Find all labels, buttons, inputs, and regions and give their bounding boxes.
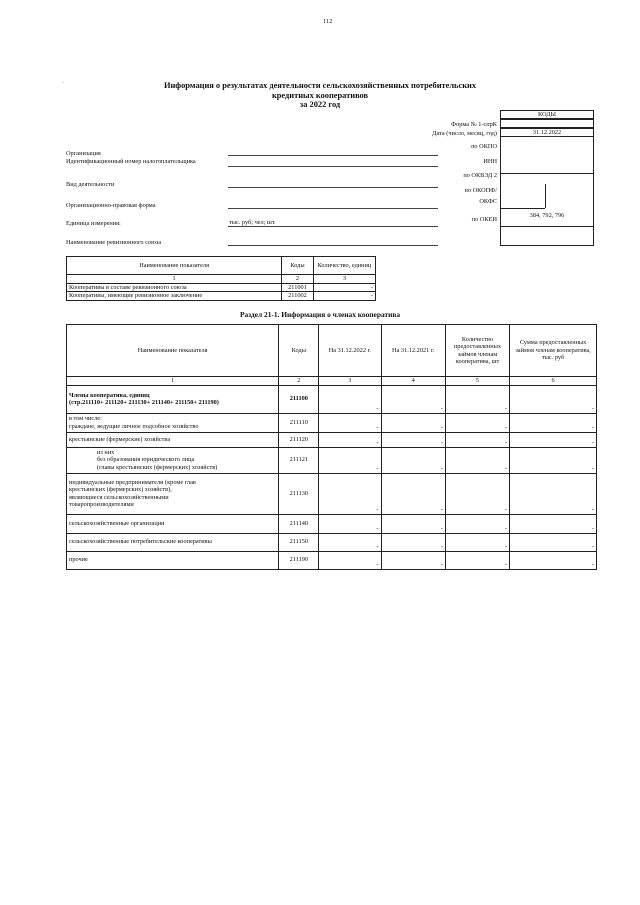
t2-row-value: -	[510, 413, 597, 432]
t2-row-value: -	[445, 473, 509, 514]
t2-row-value: -	[319, 385, 381, 413]
t2-row-value: -	[319, 447, 381, 473]
t1-row-name: Кооперативы в составе ревизионного союза	[67, 283, 282, 292]
table-row	[67, 413, 597, 432]
t2-row-value: -	[381, 551, 445, 569]
t2-row-value: -	[381, 514, 445, 533]
t1-header-name: Наименование показателя	[67, 257, 282, 275]
okfs-label: ОКФС	[479, 198, 497, 205]
t1-row-value: -	[313, 292, 375, 301]
t1-row-name: Кооперативы, имеющие ревизионное заключение	[67, 292, 282, 301]
t2-row-code: 211130	[279, 473, 319, 514]
t2-row-value: -	[445, 432, 509, 447]
inn-label: ИНН	[483, 158, 497, 165]
t2-row-code: 211110	[279, 413, 319, 432]
t2-row-value: -	[445, 514, 509, 533]
t2-row-value: -	[381, 432, 445, 447]
unit-value: тыс. руб; чел; шт.	[229, 219, 276, 226]
section-title: Раздел 21-1. Информация о членах кооператива	[239, 310, 401, 319]
t2-row-name-line: в том числе:	[69, 415, 102, 422]
t2-row-name	[67, 447, 279, 473]
table-row	[67, 473, 597, 514]
t2-row-value: -	[510, 385, 597, 413]
title-line-2: кредитных кооперативов	[271, 90, 369, 100]
form-code-cell	[500, 119, 594, 128]
t2-row-name-line: (стр.211110+ 211120+ 211130+ 211140+ 211150+ 211190)	[69, 399, 219, 406]
t2-row-value: -	[445, 447, 509, 473]
t2-colnum: 5	[445, 377, 509, 386]
okei-label: по ОКЕИ	[471, 216, 497, 223]
t2-row-value: -	[319, 473, 381, 514]
t2-row-value: -	[510, 533, 597, 551]
table-row	[67, 385, 597, 413]
t1-colnum: 1	[67, 275, 282, 284]
t2-colnum: 6	[510, 377, 597, 386]
table-row	[67, 514, 597, 533]
okpo-label: по ОКПО	[471, 143, 497, 150]
t2-colnum: 1	[67, 377, 279, 386]
t1-row-value: -	[313, 283, 375, 292]
legal-form-label: Организационно-правовая форма	[66, 202, 156, 209]
t2-row-value: -	[510, 473, 597, 514]
date-value: 31.12.2022	[532, 129, 562, 136]
t2-row-name	[67, 385, 279, 413]
t2-row-value: -	[319, 514, 381, 533]
t2-row-name-line: сельскохозяйственные потребительские кооперативы	[69, 538, 212, 546]
scan-mark: ·	[62, 80, 64, 86]
t2-row-value: -	[319, 533, 381, 551]
t2-row-name	[67, 432, 279, 447]
date-cell	[500, 128, 594, 137]
t2-row-value: -	[445, 413, 509, 432]
t2-row-name-line: товаропроизводителями	[69, 501, 134, 508]
t2-row-name-line: из них	[97, 448, 115, 456]
title-line-1: Информация о результатах деятельности сельскохозяйственных потребительских	[163, 81, 477, 90]
t2-row-name	[67, 551, 279, 569]
t2-row-name-line: граждане, ведущие личное подсобное хозяйство	[69, 422, 199, 430]
t2-row-value: -	[381, 385, 445, 413]
t1-header-qty: Количество, единиц	[313, 257, 375, 275]
t2-row-value: -	[445, 533, 509, 551]
unit-label: Единица измерения:	[66, 220, 121, 227]
t2-row-name-line: без образования юридического лица	[97, 456, 195, 464]
t2-row-code: 211121	[279, 447, 319, 473]
t1-colnum: 2	[282, 275, 314, 284]
t2-row-value: -	[381, 473, 445, 514]
t2-row-code: 211100	[279, 385, 319, 413]
t2-header: Количество предоставленных займов членам кооператива, шт	[445, 325, 509, 377]
t1-colnum: 3	[313, 275, 375, 284]
t2-colnum: 4	[381, 377, 445, 386]
report-title	[0, 81, 640, 110]
table-row	[67, 292, 376, 301]
date-label: Дата (число, месяц, год)	[432, 130, 497, 137]
t2-row-name-line: сельскохозяйственные организации	[69, 519, 165, 527]
okved-label: по ОКВЭД 2	[463, 172, 497, 179]
t2-row-name	[67, 533, 279, 551]
title-line-3: за 2022 год	[299, 100, 341, 110]
t2-row-value: -	[381, 413, 445, 432]
t2-row-code: 211120	[279, 432, 319, 447]
t2-header: Наименование показателя	[67, 325, 279, 377]
t2-row-name-line: прочие	[69, 556, 88, 564]
audit-union-label: Наименование ревизионного союза	[66, 239, 162, 246]
t1-row-code: 211001	[282, 283, 314, 292]
form-label: Форма № 1-спрК	[451, 121, 497, 128]
table-row	[67, 533, 597, 551]
t2-row-value: -	[510, 514, 597, 533]
t2-row-code: 211150	[279, 533, 319, 551]
t2-row-name-line: крестьянские (фермерские) хозяйства	[69, 435, 171, 443]
t2-row-value: -	[510, 447, 597, 473]
t2-row-value: -	[510, 432, 597, 447]
t2-header: На 31.12.2022 г.	[319, 325, 381, 377]
codes-header: КОДЫ	[500, 110, 594, 119]
t2-row-value: -	[445, 385, 509, 413]
t2-header: Сумма предоставленных займов членам кооператива, тыс. руб	[510, 325, 597, 377]
t2-row-name	[67, 473, 279, 514]
t2-row-value: -	[319, 551, 381, 569]
t1-row-code: 211002	[282, 292, 314, 301]
t2-row-value: -	[445, 551, 509, 569]
okei-value: 384, 792, 796	[529, 212, 565, 219]
audit-union-table	[66, 256, 376, 301]
t2-row-code: 211190	[279, 551, 319, 569]
t1-header-code: Коды	[282, 257, 314, 275]
t2-colnum: 2	[279, 377, 319, 386]
t2-colnum: 3	[319, 377, 381, 386]
taxpayer-id-label: Идентификационный номер налогоплательщика	[66, 158, 196, 165]
table-row	[67, 551, 597, 569]
t2-row-value: -	[319, 432, 381, 447]
codes-frame	[500, 137, 594, 245]
t2-row-value: -	[319, 413, 381, 432]
okopf-label: по ОКОПФ/	[464, 187, 497, 194]
organization-label: Организация	[66, 150, 101, 157]
t2-row-name-line: (главы крестьянских (фермерских) хозяйств)	[97, 463, 218, 471]
t2-row-code: 211140	[279, 514, 319, 533]
page-number: 112	[323, 18, 333, 25]
t2-header: На 31.12.2021 г.	[381, 325, 445, 377]
activity-label: Вид деятельности	[66, 181, 115, 188]
table-row	[67, 283, 376, 292]
t2-row-value: -	[381, 447, 445, 473]
table-row	[67, 432, 597, 447]
t2-row-name-line: Члены кооператива, единиц	[69, 391, 150, 399]
members-table	[66, 324, 597, 570]
t2-row-name-line: крестьянских (фермерских) хозяйств),	[69, 486, 172, 493]
t2-row-value: -	[510, 551, 597, 569]
table-row	[67, 447, 597, 473]
t2-row-value: -	[381, 533, 445, 551]
t2-header: Коды	[279, 325, 319, 377]
t2-row-name-line: являющиеся сельскохозяйственными	[69, 493, 169, 501]
t2-row-name	[67, 413, 279, 432]
t2-row-name	[67, 514, 279, 533]
t2-row-name-line: индивидуальные предприниматели (кроме глав	[69, 478, 196, 486]
